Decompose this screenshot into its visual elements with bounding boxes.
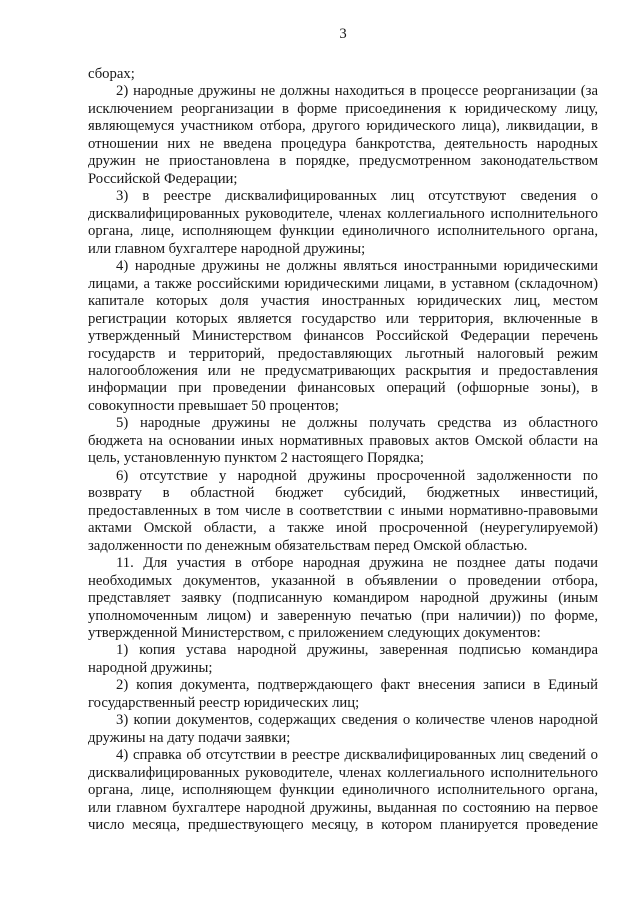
document-item-1 <box>88 642 598 677</box>
text-line: необходимых документов, указанной в объявлении о проведении отбора, <box>88 572 598 589</box>
text-line: представляет заявку (подписанную командиром народной дружины (иным <box>88 590 598 607</box>
text-line: информации при проведении финансовых операций (офшорные зоны), в <box>88 380 598 397</box>
text-line: 4) народные дружины не должны являться иностранными юридическими <box>116 258 598 275</box>
text-line: 2) копия документа, подтверждающего факт внесения записи в Единый <box>116 677 598 694</box>
document-item-2 <box>88 677 598 712</box>
text-line: народной дружины; <box>88 659 213 676</box>
text-line: дружин не приостановлена в порядке, предусмотренном законодательством <box>88 153 598 170</box>
text-line: совокупности превышает 50 процентов; <box>88 397 339 414</box>
text-line: уполномоченным лицом) и заверенную печатью (при наличии)) по форме, <box>88 607 598 624</box>
text-line: Российской Федерации; <box>88 170 238 187</box>
paragraph-continuation <box>88 66 598 83</box>
text-line: предоставленных в том числе в соответствии с иными нормативно-правовыми <box>88 502 598 519</box>
text-line: или главном бухгалтере народной дружины, выданная по состоянию на первое <box>88 799 598 816</box>
requirement-item-4 <box>88 258 598 415</box>
text-line: число месяца, предшествующего месяцу, в котором планируется проведение <box>88 817 598 834</box>
requirement-item-6 <box>88 468 598 555</box>
text-line: утвержденный Министерством финансов Российской Федерации перечень <box>88 328 598 345</box>
text-line: органа, лице, исполняющем функции единоличного исполнительного органа, <box>88 223 598 240</box>
text-line: лицами, а также российскими юридическими лицами, в уставном (складочном) <box>88 275 598 292</box>
text-line: задолженности по денежным обязательствам перед Омской областью. <box>88 537 528 554</box>
text-line: бюджета на основании иных нормативных правовых актов Омской области на <box>88 432 598 449</box>
requirement-item-2 <box>88 83 598 188</box>
text-line: 5) народные дружины не должны получать средства из областного <box>116 415 598 432</box>
text-line: 1) копия устава народной дружины, заверенная подписью командира <box>116 642 598 659</box>
text-line: сборах; <box>88 66 135 82</box>
document-item-3 <box>88 712 598 747</box>
page-number: 3 <box>339 26 347 42</box>
text-line: капитале которых доля участия иностранных юридических лиц, местом <box>88 293 598 310</box>
text-line: государственный реестр юридических лиц; <box>88 694 360 711</box>
text-line: утвержденной Министерством, с приложением следующих документов: <box>88 625 541 641</box>
text-line: 2) народные дружины не должны находиться в процессе реорганизации (за <box>116 83 598 100</box>
text-line: 4) справка об отсутствии в реестре дисквалифицированных лиц сведений о <box>116 747 598 764</box>
text-line: 11. Для участия в отборе народная дружина не позднее даты подачи <box>116 555 598 572</box>
document-body <box>88 66 598 835</box>
text-line: 6) отсутствие у народной дружины просроченной задолженности по <box>116 467 598 484</box>
text-line: возврату в областной бюджет субсидий, бюджетных инвестиций, <box>88 485 598 502</box>
text-line: 3) копии документов, содержащих сведения о количестве членов народной <box>116 712 598 729</box>
document-item-4 <box>88 747 598 834</box>
text-line: актами Омской области, а также иной просроченной (неурегулируемой) <box>88 520 598 537</box>
text-line: дисквалифицированных руководителе, членах коллегиального исполнительного <box>88 205 598 222</box>
text-line: органа, лице, исполняющем функции единоличного исполнительного органа, <box>88 782 598 799</box>
text-line: дружины на дату подачи заявки; <box>88 729 291 746</box>
text-line: или главном бухгалтере народной дружины; <box>88 240 366 257</box>
text-line: дисквалифицированных руководителе, членах коллегиального исполнительного <box>88 764 598 781</box>
clause-11 <box>88 555 598 642</box>
requirement-item-5 <box>88 415 598 467</box>
text-line: 3) в реестре дисквалифицированных лиц отсутствуют сведения о <box>116 188 598 205</box>
text-line: регистрации которых является государство или территория, включенные в <box>88 310 598 327</box>
text-line: налогообложения или не предусматривающих раскрытия и предоставления <box>88 362 598 379</box>
text-line: исключением реорганизации в форме присоединения к юридическому лицу, <box>88 100 598 117</box>
requirement-item-3 <box>88 188 598 258</box>
text-line: отношении них не введена процедура банкротства, деятельность народных <box>88 135 598 152</box>
text-line: государств и территорий, предоставляющих льготный налоговый режим <box>88 345 598 362</box>
text-line: являющемуся участником отбора, другого юридического лица), ликвидации, в <box>88 118 598 135</box>
text-line: цель, установленную пунктом 2 настоящего Порядка; <box>88 450 424 467</box>
